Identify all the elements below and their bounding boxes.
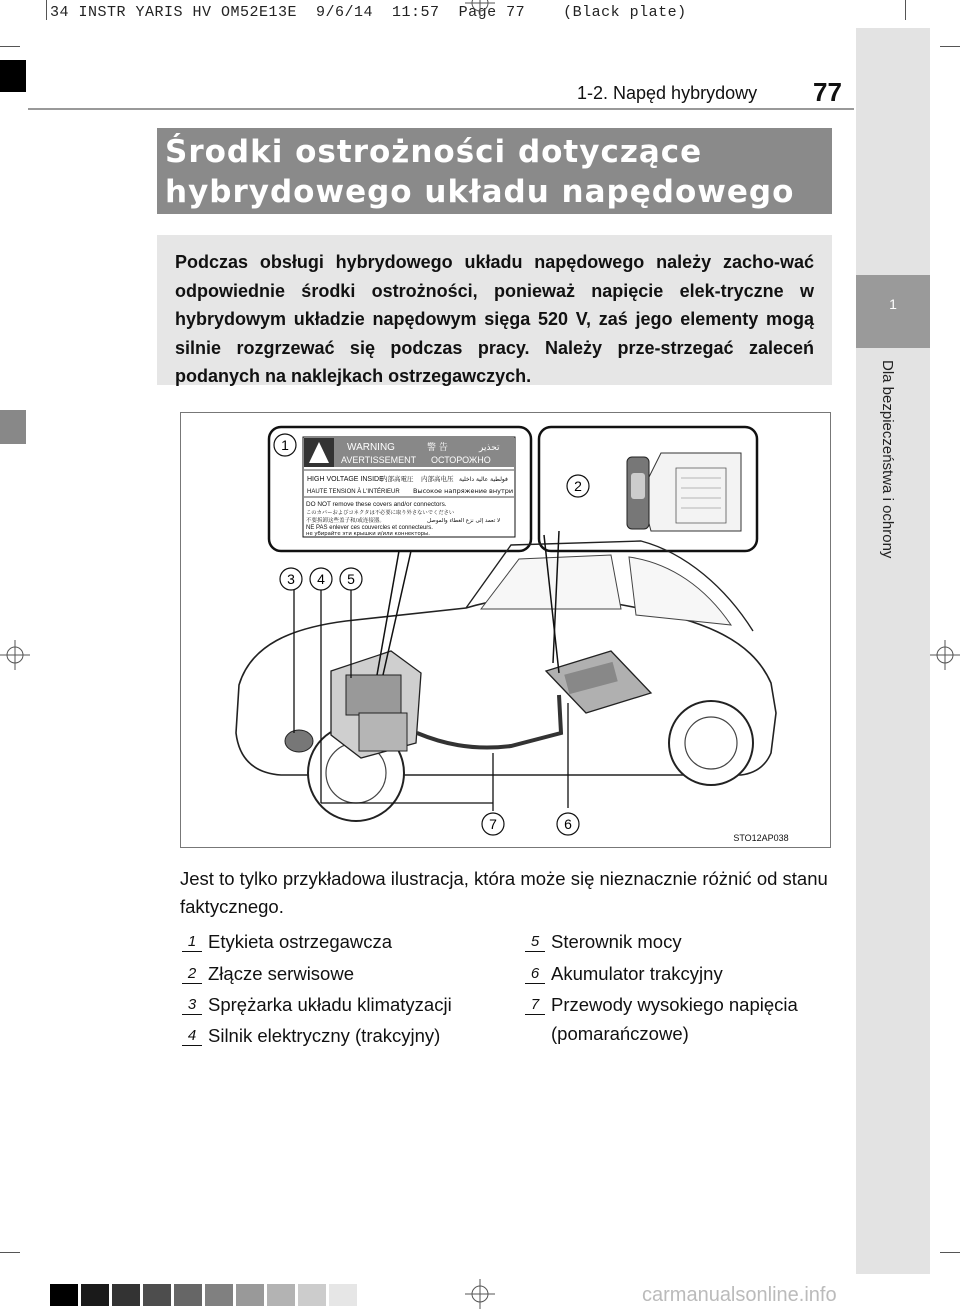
- callout: [557, 813, 579, 835]
- legend-text: Przewody wysokiego napięcia (pomarańczowe): [551, 994, 798, 1044]
- crop-mark: [940, 46, 960, 47]
- header-rule: [28, 108, 854, 110]
- callout: [482, 813, 504, 835]
- legend-number: 5: [525, 933, 545, 952]
- legend-item: [525, 990, 836, 1048]
- page-title: [157, 128, 832, 214]
- legend-number: 1: [182, 933, 202, 952]
- callout-number: 3: [287, 571, 295, 587]
- legend-number: 2: [182, 965, 202, 984]
- callout-number: 1: [281, 437, 289, 453]
- legend-number: 3: [182, 996, 202, 1015]
- label-hv-ru: Высокое напряжение внутри: [413, 487, 514, 495]
- calibration-swatch: [50, 1284, 78, 1306]
- calibration-swatch: [329, 1284, 357, 1306]
- label-ru-line: не убирайте эти крышки и/или коннекторы.: [306, 531, 430, 537]
- registration-mark-icon: [930, 640, 960, 670]
- legend-number: 6: [525, 965, 545, 984]
- crop-mark: [905, 0, 906, 20]
- page-title-line: hybrydowego układu napędowego: [165, 174, 795, 210]
- edge-marker: [0, 60, 26, 92]
- print-header: 34 INSTR YARIS HV OM52E13E 9/6/14 11:57 Page 77 (Black plate): [50, 4, 687, 21]
- callout-number: 4: [317, 571, 325, 587]
- label-fr-line: NE PAS enlever ces couvercles et connecteurs.: [306, 525, 433, 531]
- label-warning-ar: تحذير: [479, 443, 500, 453]
- callout: [567, 475, 589, 497]
- label-hv-cn: 内部高电压: [421, 475, 454, 483]
- legend-item: [525, 927, 682, 956]
- callout: [310, 568, 332, 590]
- label-hv-inside: HIGH VOLTAGE INSIDE: [307, 476, 384, 483]
- callout: [274, 434, 296, 456]
- calibration-swatch: [81, 1284, 109, 1306]
- legend-text: Akumulator trakcyjny: [551, 963, 723, 984]
- crop-mark: [940, 1252, 960, 1253]
- crop-mark: [0, 46, 20, 47]
- label-do-not-remove: DO NOT remove these covers and/or connectors.: [306, 501, 447, 508]
- callout-number: 5: [347, 571, 355, 587]
- section-title: 1-2. Napęd hybrydowy: [577, 83, 758, 103]
- callout: [340, 568, 362, 590]
- label-warning: WARNING: [347, 442, 395, 453]
- legend-number: 7: [525, 996, 545, 1015]
- calibration-swatch: [143, 1284, 171, 1306]
- page-number: 77: [813, 77, 842, 107]
- hybrid-system-figure: [180, 412, 831, 848]
- callout-number: 7: [489, 816, 497, 832]
- label-hv-jp: 内部高電圧: [381, 475, 414, 483]
- label-ar-line: لا تعمد إلى نزع الغطاء والموصل: [427, 518, 501, 524]
- watermark: carmanualsonline.info: [642, 1284, 837, 1306]
- legend-item: [525, 959, 723, 988]
- calibration-swatch: [267, 1284, 295, 1306]
- chapter-label: Dla bezpieczeństwa i ochrony: [879, 360, 896, 559]
- calibration-swatch: [236, 1284, 264, 1306]
- side-rail: [856, 28, 930, 1274]
- label-cn-line: 不要拆卸这些盖子和/或连接器。: [306, 518, 385, 524]
- calibration-swatch: [112, 1284, 140, 1306]
- label-warning-jp: 警 告: [427, 443, 448, 453]
- calibration-swatch: [205, 1284, 233, 1306]
- edge-marker: [0, 410, 26, 444]
- legend-text: Etykieta ostrzegawcza: [208, 931, 393, 952]
- callout-number: 6: [564, 816, 572, 832]
- legend-text: Sprężarka układu klimatyzacji: [208, 994, 452, 1015]
- label-avertissement: AVERTISSEMENT: [341, 455, 417, 465]
- legend-item: [182, 959, 354, 988]
- label-haute-tension: HAUTE TENSION À L'INTÉRIEUR: [307, 489, 400, 495]
- legend-item: [182, 1021, 440, 1050]
- label-hv-ar: فولطية عالية داخلية: [459, 476, 508, 483]
- label-ostorozhno: ОСТОРОЖНО: [431, 455, 491, 465]
- figure-code: STO12AP038: [733, 833, 789, 843]
- legend-text: Złącze serwisowe: [208, 963, 354, 984]
- color-calibration-strip: [50, 1284, 360, 1306]
- label-jp-line: このカバーおよびコネクタは不必要に取り外さないでください: [306, 510, 455, 516]
- legend-item: [182, 990, 452, 1019]
- crop-mark: [46, 0, 47, 20]
- page-title-line: Środki ostrożności dotyczące: [165, 134, 703, 170]
- registration-mark-icon: [0, 640, 30, 670]
- calibration-swatch: [174, 1284, 202, 1306]
- chapter-number: 1: [889, 296, 897, 312]
- callout-number: 2: [574, 478, 582, 494]
- intro-paragraph: Podczas obsługi hybrydowego układu napędowego należy zacho-wać odpowiednie środki ostrożności, ponieważ napięcie elek-tryczne w hybrydowym układzie napędowym sięga 520 V, zaś jego elementy mogą silnie rozgrzewać się podczas pracy. Należy prze-strzegać zaleceń podanych na naklejkach ostrzegawczych.: [157, 235, 832, 385]
- figure-caption: Jest to tylko przykładowa ilustracja, która może się nieznacznie różnić od stanu faktycznego.: [180, 868, 828, 917]
- callout: [280, 568, 302, 590]
- legend-item: [182, 927, 392, 956]
- crop-mark: [0, 1252, 20, 1253]
- calibration-swatch: [298, 1284, 326, 1306]
- registration-mark-icon: [465, 0, 495, 18]
- car-illustration: [181, 413, 830, 847]
- registration-mark-icon: [465, 1279, 495, 1309]
- legend-text: Sterownik mocy: [551, 931, 682, 952]
- legend-number: 4: [182, 1027, 202, 1046]
- legend-text: Silnik elektryczny (trakcyjny): [208, 1025, 441, 1046]
